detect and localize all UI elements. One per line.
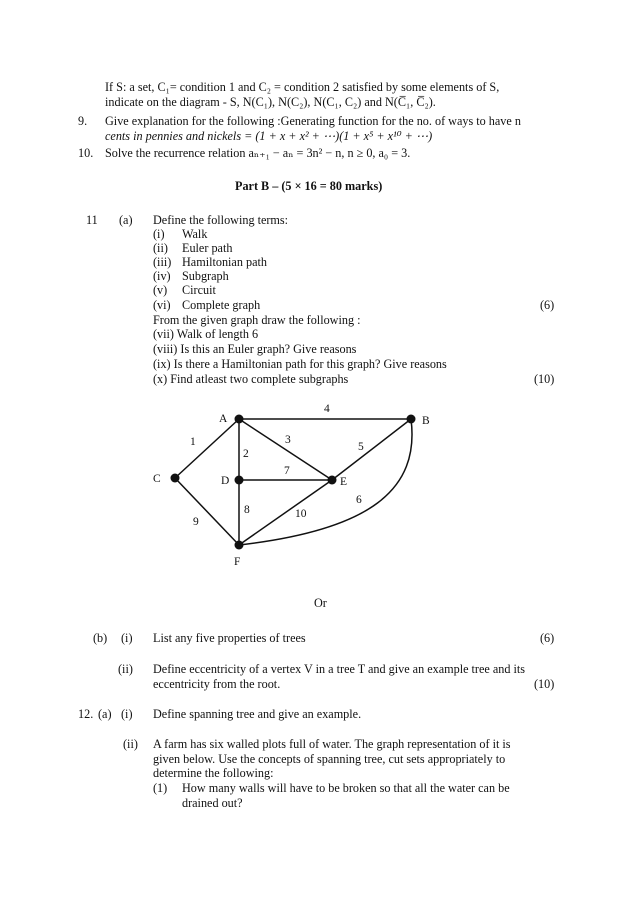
weight-de: 7 bbox=[284, 465, 290, 477]
q11b-label: (b) bbox=[93, 631, 108, 645]
q12a-ii-num: (ii) bbox=[123, 737, 138, 751]
q9-line2: cents in pennies and nickels = (1 + x + x² + ⋯)(1 + x⁵ + x¹⁰ + ⋯) bbox=[105, 129, 433, 143]
q11-number: 11 bbox=[86, 213, 98, 227]
vertex-c bbox=[171, 474, 180, 483]
part-b-heading: Part B – (5 × 16 = 80 marks) bbox=[235, 179, 383, 193]
q12a-ii-line2: given below. Use the concepts of spanning tree, cut sets appropriately to bbox=[153, 752, 506, 766]
weight-ad: 2 bbox=[243, 448, 249, 460]
edge-cf bbox=[175, 478, 239, 545]
edge-ae bbox=[239, 419, 332, 480]
task-item: (vii) Walk of length 6 bbox=[153, 327, 259, 341]
task-item: (x) Find atleast two complete subgraphs bbox=[153, 372, 349, 386]
edge-be bbox=[332, 419, 411, 480]
weight-ab: 4 bbox=[324, 403, 330, 415]
q12a-i-text: Define spanning tree and give an example. bbox=[153, 707, 362, 721]
marks-q11a-tasks: (10) bbox=[534, 372, 555, 386]
graph-intro: From the given graph draw the following : bbox=[153, 313, 361, 327]
q10-number: 10. bbox=[78, 146, 94, 160]
term-num: (ii) bbox=[153, 241, 168, 255]
q12a-ii-line1: A farm has six walled plots full of water. The graph representation of it is bbox=[153, 737, 511, 751]
q12a-ii-sub1-num: (1) bbox=[153, 781, 168, 795]
edge-bf bbox=[239, 419, 412, 545]
q12a-ii-line3: determine the following: bbox=[153, 766, 274, 780]
vertex-d bbox=[235, 476, 244, 485]
term-num: (iv) bbox=[153, 269, 171, 283]
term-text: Circuit bbox=[182, 283, 216, 297]
term-text: Walk bbox=[182, 227, 208, 241]
task-item: (viii) Is this an Euler graph? Give reasons bbox=[153, 342, 357, 356]
q9-number: 9. bbox=[78, 114, 88, 128]
term-num: (iii) bbox=[153, 255, 172, 269]
weight-bf: 6 bbox=[356, 494, 362, 506]
weight-cf: 9 bbox=[193, 516, 199, 528]
q11b-i-text: List any five properties of trees bbox=[153, 631, 306, 645]
vertex-label-c: C bbox=[153, 473, 161, 485]
vertex-e bbox=[328, 476, 337, 485]
vertex-label-f: F bbox=[234, 556, 241, 568]
term-text: Subgraph bbox=[182, 269, 229, 283]
vertex-label-d: D bbox=[221, 475, 230, 487]
q11a-label: (a) bbox=[119, 213, 133, 227]
marks-q11a-terms: (6) bbox=[540, 298, 555, 312]
term-num: (i) bbox=[153, 227, 165, 241]
weight-df: 8 bbox=[244, 504, 250, 516]
q12-number: 12. bbox=[78, 707, 94, 721]
q12a-ii-sub1-line2: drained out? bbox=[182, 796, 243, 810]
term-num: (v) bbox=[153, 283, 168, 297]
marks-q11b-ii: (10) bbox=[534, 677, 555, 691]
q12a-i-num: (i) bbox=[121, 707, 133, 721]
q11b-ii-line2: eccentricity from the root. bbox=[153, 677, 281, 691]
q11b-ii-num: (ii) bbox=[118, 662, 133, 676]
q12a-label: (a) bbox=[98, 707, 112, 721]
q11b-ii-line1: Define eccentricity of a vertex V in a tree T and give an example tree and its bbox=[153, 662, 526, 676]
term-text: Hamiltonian path bbox=[182, 255, 267, 269]
or-separator: Or bbox=[314, 596, 327, 610]
edge-fe bbox=[239, 480, 332, 545]
weight-be: 5 bbox=[358, 441, 364, 453]
vertex-label-b: B bbox=[422, 415, 430, 427]
q12a-ii-sub1-line1: How many walls will have to be broken so that all the water can be bbox=[182, 781, 510, 795]
edge-ca bbox=[175, 419, 239, 478]
q8-line1: If S: a set, C₁= condition 1 and C₂ = condition 2 satisfied by some elements of S, bbox=[105, 80, 500, 94]
vertex-label-e: E bbox=[340, 476, 348, 488]
vertex-label-a: A bbox=[219, 413, 228, 425]
weight-ca: 1 bbox=[190, 436, 196, 448]
vertex-b bbox=[407, 415, 416, 424]
q11b-i-num: (i) bbox=[121, 631, 133, 645]
weight-ae: 3 bbox=[285, 434, 291, 446]
q8-line2: indicate on the diagram - S, N(C₁), N(C₂), N(C₁, C₂) and N(C̅₁, C̅₂). bbox=[105, 95, 436, 109]
term-num: (vi) bbox=[153, 298, 171, 312]
q11a-intro: Define the following terms: bbox=[153, 213, 289, 227]
task-item: (ix) Is there a Hamiltonian path for this graph? Give reasons bbox=[153, 357, 447, 371]
marks-q11b-i: (6) bbox=[540, 631, 555, 645]
q10-text: Solve the recurrence relation aₙ₊₁ − aₙ = 3n² − n, n ≥ 0, a₀ = 3. bbox=[105, 146, 411, 160]
q9-line1: Give explanation for the following :Generating function for the no. of ways to have n bbox=[105, 114, 521, 128]
term-text: Euler path bbox=[182, 241, 233, 255]
weight-fe: 10 bbox=[295, 508, 307, 520]
term-text: Complete graph bbox=[182, 298, 261, 312]
vertex-a bbox=[235, 415, 244, 424]
vertex-f bbox=[235, 541, 244, 550]
